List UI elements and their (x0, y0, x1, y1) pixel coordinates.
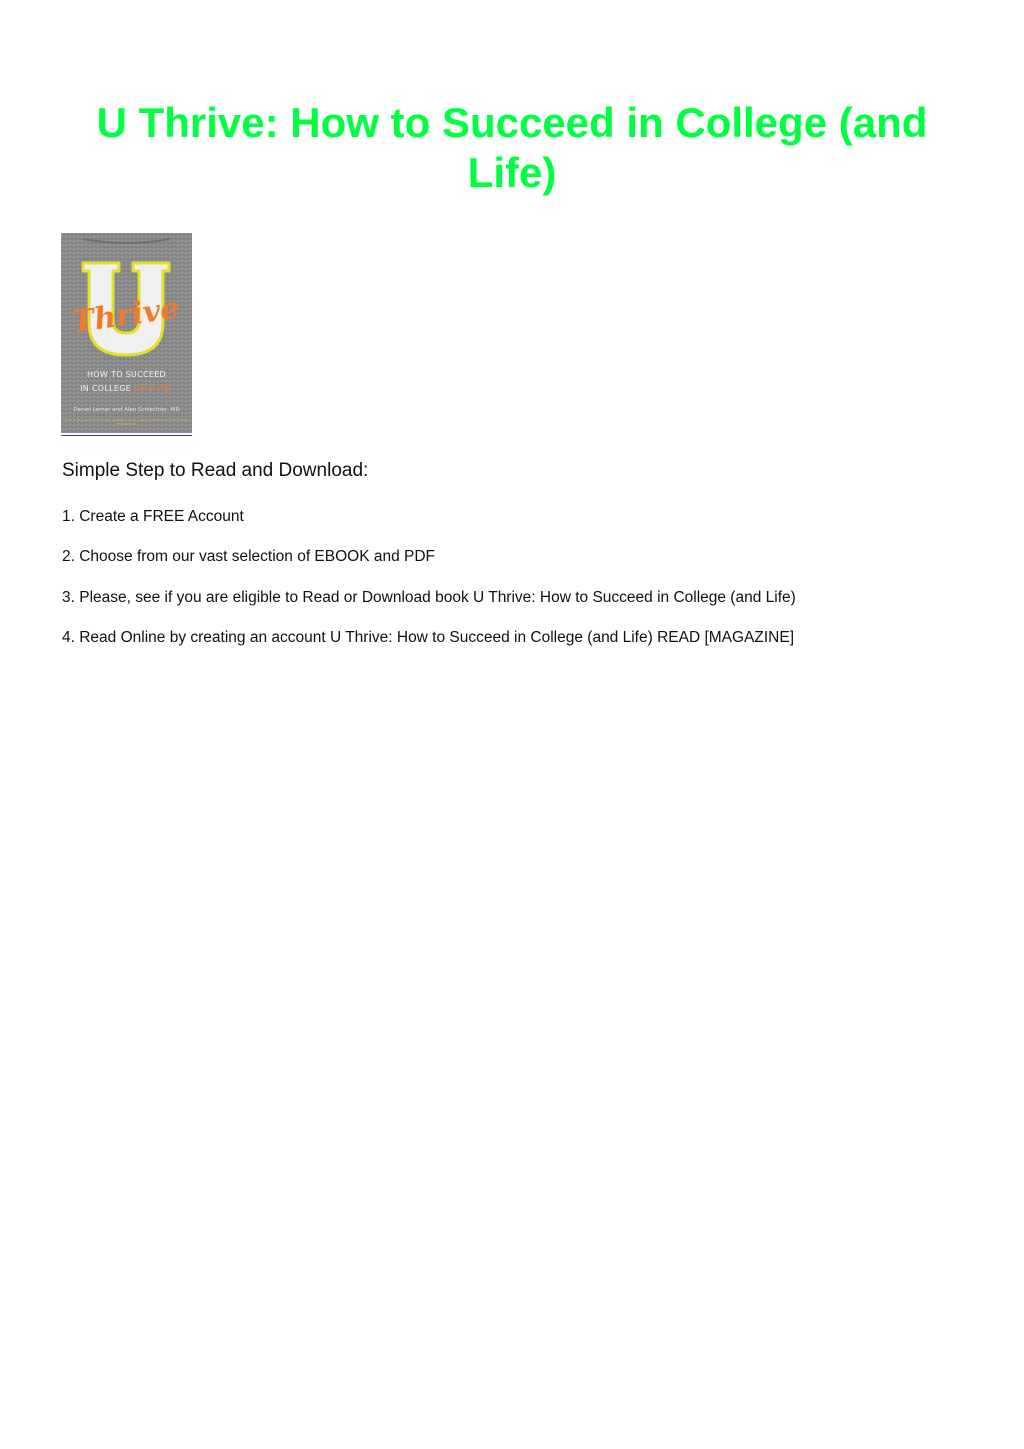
step-item: 4. Read Online by creating an account U Thrive: How to Succeed in College (and Life) READ [MAGAZINE] (62, 629, 795, 646)
cover-art (61, 233, 192, 433)
cover-script-word: Thrive (69, 290, 182, 341)
cover-subtitle-line2 (61, 384, 192, 394)
cover-subtitle-main: IN COLLEGE (80, 384, 132, 393)
cover-subtitle-accent: (and life) (133, 384, 173, 393)
step-item: 3. Please, see if you are eligible to Read or Download book U Thrive: How to Succeed in College (and Life) (62, 589, 796, 606)
steps-heading: Simple Step to Read and Download: (62, 460, 369, 481)
step-item: 1. Create a FREE Account (62, 508, 244, 525)
step-item: 2. Choose from our vast selection of EBOOK and PDF (62, 548, 436, 565)
cover-fine-print: Three of the university's most practical, fun & inspiring teachers on the science of happiness (62, 418, 191, 426)
book-cover-image (61, 233, 192, 433)
cover-authors: Daniel Lerner and Alan Schlechter, MD (73, 407, 180, 413)
cover-subtitle-line1: HOW TO SUCCEED (86, 370, 167, 379)
book-cover-link[interactable] (61, 233, 192, 436)
page-title: U Thrive: How to Succeed in College (and Life) (96, 99, 928, 196)
